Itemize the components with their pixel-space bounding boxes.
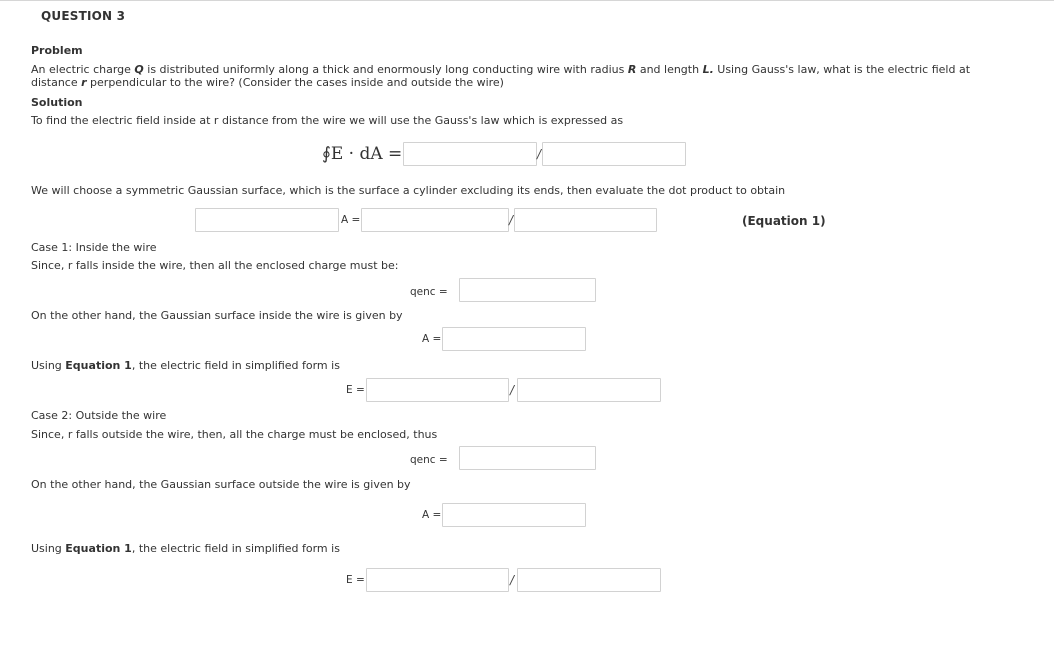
problem-text: and length: [636, 63, 703, 76]
case2-since-text: Since, r falls outside the wire, then, all the charge must be enclosed, thus: [31, 428, 438, 441]
case1-qenc-label: qenc =: [410, 286, 448, 298]
problem-text: is distributed uniformly along a thick and enormously long conducting wire with radius: [143, 63, 628, 76]
case1-e-denominator-input[interactable]: [517, 378, 661, 402]
solution-intro: To find the electric field inside at r distance from the wire we will use the Gauss's law which is expressed as: [31, 114, 624, 127]
fraction-slash: /: [510, 573, 515, 587]
question-title: QUESTION 3: [41, 9, 126, 23]
var-r: r: [81, 76, 87, 89]
case2-a-label: A =: [422, 509, 442, 521]
equation1-tag: (Equation 1): [742, 214, 826, 228]
case1-title: Case 1: Inside the wire: [31, 241, 157, 254]
case2-qenc-input[interactable]: [459, 446, 596, 470]
var-Q: Q: [134, 63, 144, 76]
problem-text: perpendicular to the wire? (Consider the cases inside and outside the wire): [86, 76, 504, 89]
using-prefix: Using: [31, 542, 66, 555]
case2-e-label: E =: [346, 574, 365, 586]
case1-gauss-surface-text: On the other hand, the Gaussian surface inside the wire is given by: [31, 309, 403, 322]
case1-since-text: Since, r falls inside the wire, then all the enclosed charge must be:: [31, 259, 399, 272]
equation-ref: Equation 1: [65, 542, 132, 555]
case2-e-denominator-input[interactable]: [517, 568, 661, 592]
top-divider: [0, 0, 1054, 1]
case1-a-label: A =: [422, 333, 442, 345]
case1-a-input[interactable]: [442, 327, 586, 351]
problem-text: distance: [31, 76, 82, 89]
case2-gauss-surface-text: On the other hand, the Gaussian surface outside the wire is given by: [31, 478, 411, 491]
fraction-slash: /: [537, 147, 542, 161]
case2-qenc-label: qenc =: [410, 454, 448, 466]
case1-using-text: [31, 360, 340, 372]
equation1-denominator-input[interactable]: [514, 208, 657, 232]
problem-line-2: [31, 77, 504, 89]
using-prefix: Using: [31, 359, 66, 372]
fraction-slash: /: [509, 213, 514, 227]
problem-heading: Problem: [31, 44, 83, 57]
var-R: R: [627, 63, 637, 76]
surface-description: We will choose a symmetric Gaussian surface, which is the surface a cylinder excluding its ends, then evaluate the dot product to obtain: [31, 184, 786, 197]
case2-e-numerator-input[interactable]: [366, 568, 509, 592]
gauss-numerator-input[interactable]: [403, 142, 537, 166]
problem-text: Using Gauss's law, what is the electric field at: [713, 63, 971, 76]
problem-line-1: [31, 64, 970, 76]
case1-qenc-input[interactable]: [459, 278, 596, 302]
fraction-slash: /: [510, 383, 515, 397]
case1-e-numerator-input[interactable]: [366, 378, 509, 402]
problem-text: An electric charge: [31, 63, 135, 76]
using-suffix: , the electric field in simplified form is: [131, 359, 340, 372]
using-suffix: , the electric field in simplified form is: [131, 542, 340, 555]
var-L: L.: [702, 63, 714, 76]
gauss-denominator-input[interactable]: [542, 142, 686, 166]
case2-using-text: [31, 543, 340, 555]
equation1-left-input[interactable]: [195, 208, 339, 232]
equation1-numerator-input[interactable]: [361, 208, 509, 232]
solution-heading: Solution: [31, 96, 83, 109]
equation-ref: Equation 1: [65, 359, 132, 372]
gauss-law-lhs: ∮E · dA =: [322, 144, 403, 164]
case1-e-label: E =: [346, 384, 365, 396]
equation1-a-label: A =: [341, 214, 361, 226]
case2-a-input[interactable]: [442, 503, 586, 527]
case2-title: Case 2: Outside the wire: [31, 409, 167, 422]
